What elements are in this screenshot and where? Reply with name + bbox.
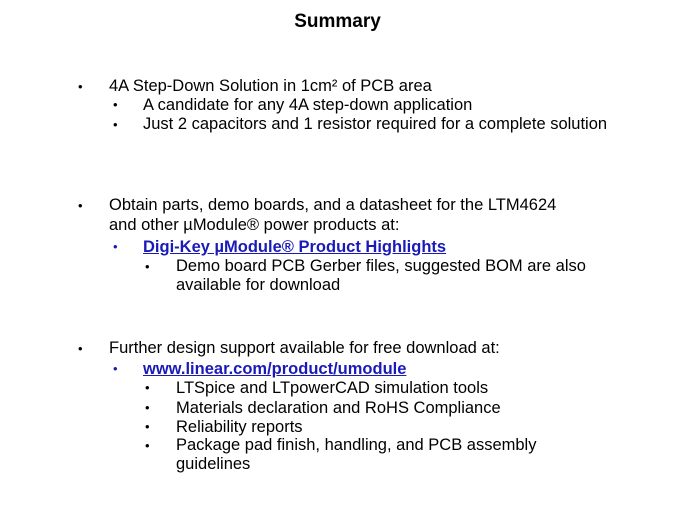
bullet-icon: • (78, 198, 83, 213)
section-1-item-2: Just 2 capacitors and 1 resistor required for a complete solution (143, 115, 608, 133)
bullet-icon: • (113, 361, 118, 376)
bullet-icon: • (113, 117, 118, 132)
bullet-icon: • (145, 380, 150, 395)
bullet-icon: • (145, 438, 150, 453)
bullet-icon: • (145, 400, 150, 415)
linear-link[interactable]: www.linear.com/product/umodule (143, 360, 407, 378)
slide-title: Summary (294, 11, 381, 32)
bullet-icon: • (113, 239, 118, 254)
digikey-link[interactable]: Digi-Key µModule® Product Highlights (143, 238, 447, 256)
section-3-item-2: Materials declaration and RoHS Compliance (176, 399, 501, 417)
section-3-item-1: LTSpice and LTpowerCAD simulation tools (176, 379, 489, 397)
bullet-icon: • (78, 341, 83, 356)
bullet-icon: • (78, 79, 83, 94)
section-1-heading: 4A Step-Down Solution in 1cm² of PCB area (109, 77, 432, 95)
section-2-heading: Obtain parts, demo boards, and a datasheet for the LTM4624 and other µModule® power products at: (109, 196, 557, 234)
bullet-icon: • (145, 419, 150, 434)
section-3-heading: Further design support available for free download at: (109, 339, 500, 357)
section-2-item-1: Demo board PCB Gerber files, suggested BOM are also available for download (176, 257, 586, 294)
bullet-icon: • (113, 97, 118, 112)
section-3-item-3: Reliability reports (176, 418, 303, 436)
bullet-icon: • (145, 259, 150, 274)
section-3-item-4: Package pad finish, handling, and PCB assembly guidelines (176, 436, 537, 473)
section-1-item-1: A candidate for any 4A step-down application (143, 96, 473, 114)
